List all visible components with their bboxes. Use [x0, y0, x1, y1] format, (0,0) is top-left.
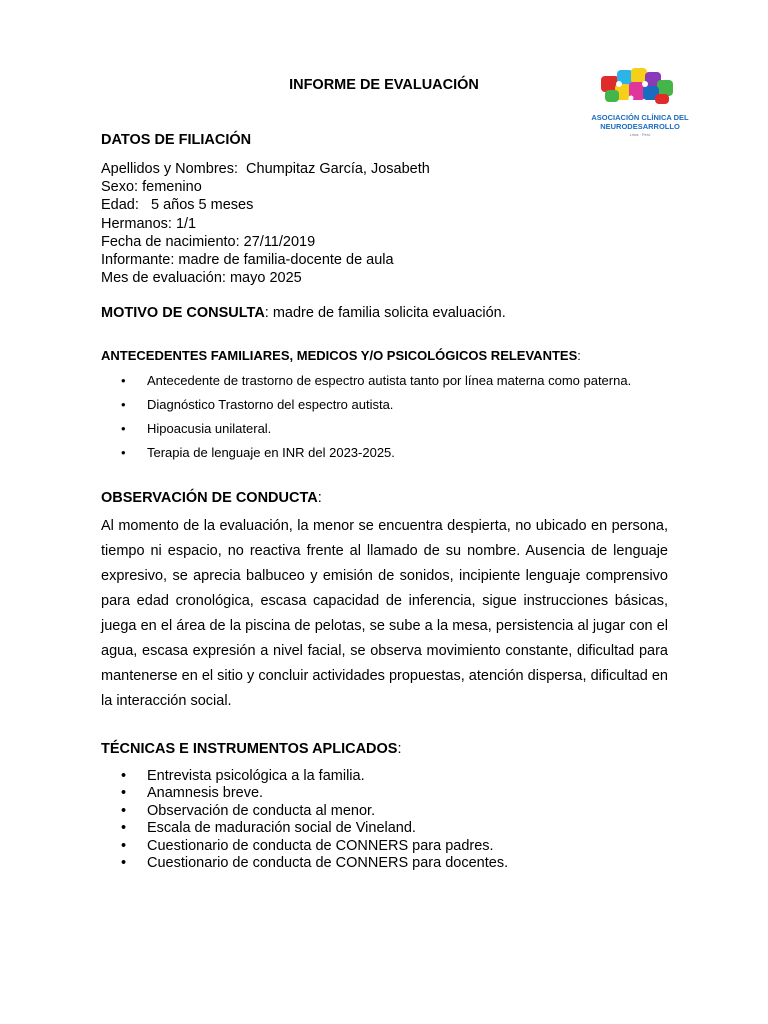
list-item	[121, 785, 508, 802]
bullet-icon: •	[121, 854, 127, 871]
list-item-text: Hipoacusia unilateral.	[147, 421, 272, 436]
list-item	[121, 838, 508, 855]
bullet-icon: •	[121, 445, 126, 460]
filiacion-line: Mes de evaluación: mayo 2025	[101, 270, 302, 287]
list-item	[121, 768, 508, 785]
observacion-heading-text: OBSERVACIÓN DE CONDUCTA	[101, 490, 318, 506]
list-item	[121, 372, 631, 396]
filiacion-heading: DATOS DE FILIACIÓN	[101, 132, 252, 148]
list-item-text: Anamnesis breve.	[147, 785, 264, 802]
motivo-label: MOTIVO DE CONSULTA	[101, 305, 265, 321]
bullet-icon: •	[121, 397, 126, 412]
filiacion-line: Informante: madre de familia-docente de aula	[101, 252, 394, 269]
tecnicas-list	[121, 768, 508, 872]
logo-line2: NEURODESARROLLO	[600, 122, 680, 131]
antecedentes-heading	[101, 348, 581, 363]
bullet-icon: •	[121, 768, 127, 784]
antecedentes-colon: :	[577, 348, 581, 363]
list-item-text: Escala de maduración social de Vineland.	[147, 820, 416, 837]
tecnicas-heading	[101, 741, 402, 757]
tecnicas-heading-text: TÉCNICAS E INSTRUMENTOS APLICADOS	[101, 741, 398, 757]
logo-tagline: Lima · Perú	[629, 132, 651, 137]
list-item	[121, 420, 631, 444]
list-item-text: Observación de conducta al menor.	[147, 802, 376, 819]
list-item-text: Diagnóstico Trastorno del espectro autista.	[147, 397, 394, 412]
bullet-icon: •	[121, 785, 127, 802]
motivo-text: : madre de familia solicita evaluación.	[264, 305, 506, 321]
list-item-text: Antecedente de trastorno de espectro autista tanto por línea materna como paterna.	[147, 373, 632, 388]
antecedentes-heading-text: ANTECEDENTES FAMILIARES, MEDICOS Y/O PSICOLÓGICOS RELEVANTES	[101, 348, 578, 363]
tecnicas-colon: :	[397, 741, 402, 757]
observacion-colon: :	[317, 490, 322, 506]
list-item-text: Cuestionario de conducta de CONNERS para padres.	[147, 837, 494, 854]
bullet-icon: •	[121, 820, 127, 837]
logo-line1: ASOCIACIÓN CLÍNICA DEL	[591, 113, 689, 122]
bullet-icon: •	[121, 373, 126, 388]
list-item	[121, 396, 631, 420]
observacion-heading	[101, 490, 322, 506]
filiacion-line: Sexo: femenino	[101, 179, 202, 196]
list-item	[121, 444, 631, 468]
antecedentes-list	[121, 372, 631, 468]
list-item	[121, 820, 508, 837]
filiacion-line: Hermanos: 1/1	[101, 215, 197, 232]
bullet-icon: •	[121, 837, 127, 854]
filiacion-line: Fecha de nacimiento: 27/11/2019	[101, 233, 316, 250]
motivo-line	[101, 305, 506, 321]
bullet-icon: •	[121, 421, 126, 436]
bullet-icon: •	[121, 802, 127, 819]
report-title: INFORME DE EVALUACIÓN	[289, 77, 479, 93]
observacion-paragraph: Al momento de la evaluación, la menor se encuentra despierta, no ubicado en persona, tiempo ni espacio, no reactiva frente al llamado de su nombre. Ausencia de lenguaje expresivo, se aprecia balbuceo y emisión de sonidos, incipiente lenguaje comprensivo para edad cronológica, escasa capacidad de inferencia, sigue instrucciones básicas, juega en el área de la piscina de pelotas, se sube a la mesa, persistencia al jugar con el agua, escasa expresión a nivel facial, se observa movimiento constante, dificultad para mantenerse en el sitio y concluir actividades propuestas, atención dispersa, dificultad en la interacción social.	[101, 518, 668, 709]
filiacion-block	[101, 160, 430, 287]
list-item	[121, 803, 508, 820]
list-item-text: Cuestionario de conducta de CONNERS para docentes.	[147, 854, 509, 871]
list-item	[121, 855, 508, 872]
filiacion-line: Edad: 5 años 5 meses	[101, 197, 254, 214]
list-item-text: Entrevista psicológica a la familia.	[147, 768, 365, 784]
list-item-text: Terapia de lenguaje en INR del 2023-2025.	[147, 445, 395, 460]
filiacion-line: Apellidos y Nombres: Chumpitaz García, Josabeth	[101, 161, 430, 177]
